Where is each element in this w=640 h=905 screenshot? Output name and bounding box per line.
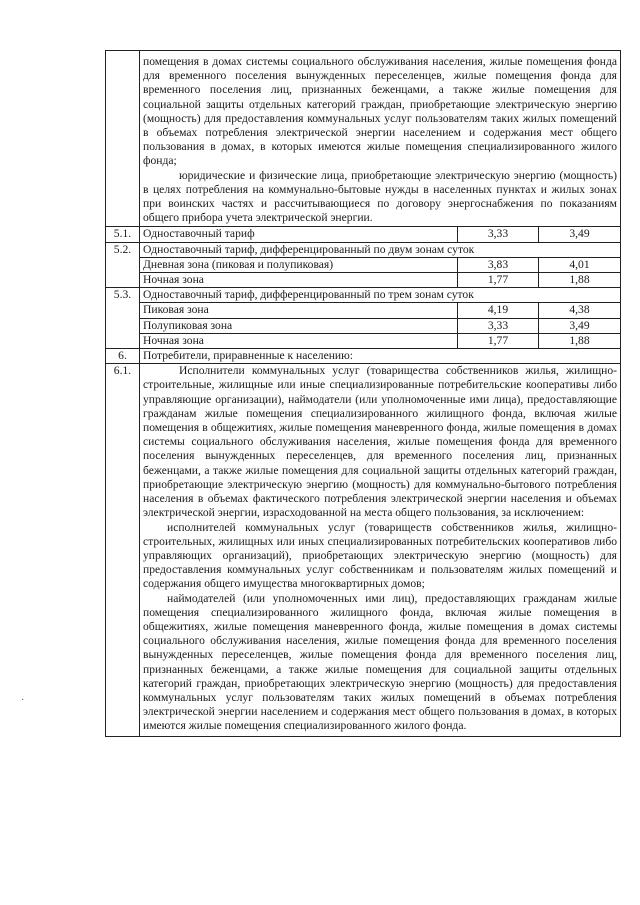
row-number: 6.1. — [106, 364, 140, 736]
table-row-6-1 — [106, 364, 621, 736]
table-row-continuation — [106, 51, 621, 227]
row-label: Одноставочный тариф — [140, 227, 458, 242]
row-label: Потребители, приравненные к населению: — [140, 349, 621, 364]
value-cell: 3,83 — [458, 257, 539, 272]
row-label: Пиковая зона — [140, 303, 458, 318]
row-label: Ночная зона — [140, 333, 458, 348]
row-text-cell — [140, 364, 621, 736]
scan-speck: · — [21, 695, 25, 706]
value-cell: 3,33 — [458, 318, 539, 333]
row-label: Полупиковая зона — [140, 318, 458, 333]
value-cell: 3,49 — [539, 318, 621, 333]
table-row-5-2 — [106, 242, 621, 257]
row-number: 5.2. — [106, 242, 140, 288]
value-cell: 3,49 — [539, 227, 621, 242]
row-label: Одноставочный тариф, дифференцированный по трем зонам суток — [140, 288, 621, 303]
paragraph: наймодателей (или уполномоченных ими лиц), предоставляющих гражданам жилые помещения специализированного жилищного фонда, включая жилые помещения в общежитиях, жилые помещения маневренного фонда, жилые помещения в домах системы социального обслуживания населения, жилые помещения фонда для временного поселения вынужденных переселенцев, жилые помещения фонда для временного поселения лиц, признанных беженцами, а также жилые помещения для социальной защиты отдельных категорий граждан, приобретающих электрическую энергию (мощность) для предоставления коммунальных услуг пользователям таких жилых помещений в объемах потребления электрической энергии населением и содержания мест общего пользования в домах, в которых имеются жилые помещения специализированного жилого фонда. — [143, 591, 618, 733]
continuation-text-cell — [140, 51, 621, 227]
row-number: 6. — [106, 349, 140, 364]
row-number: 5.3. — [106, 288, 140, 349]
value-cell: 1,88 — [539, 273, 621, 288]
paragraph: помещения в домах системы социального обслуживания населения, жилые помещения фонда для временного поселения вынужденных переселенцев, жилые помещения фонда для временного поселения лиц, признанных беженцами, а также жилые помещения для социальной защиты отдельных категорий граждан, приобретающие электрическую энергию (мощность) для предоставления коммунальных услуг пользователям таких жилых помещений в объемах потребления электрической энергии населением и содержания мест общего пользования в домах, в которых имеются жилые помещения специализированного жилого фонда; — [143, 55, 618, 168]
value-cell: 4,01 — [539, 257, 621, 272]
value-cell: 4,38 — [539, 303, 621, 318]
row-label: Дневная зона (пиковая и полупиковая) — [140, 257, 458, 272]
value-cell: 4,19 — [458, 303, 539, 318]
row-number: 5.1. — [106, 227, 140, 242]
table-row-5-2-day — [106, 257, 621, 272]
value-cell: 1,88 — [539, 333, 621, 348]
tariff-table — [105, 50, 621, 737]
paragraph: Исполнители коммунальных услуг (товарищества собственников жилья, жилищно-строительные, жилищные или иные специализированные потребительские кооперативы либо управляющие организации), наймодатели (или уполномоченные ими лица), предоставляющие гражданам жилые помещения специализированного жилищного фонда, включая жилые помещения в общежитиях, жилые помещения маневренного фонда, жилые помещения в домах системы социального обслуживания населения, жилые помещения фонда для временного поселения вынужденных переселенцев, для временного поселения лиц, признанных беженцами, а также жилые помещения для социальной защиты отдельных категорий граждан, приобретающие электрическую энергию (мощность) для коммунально-бытового потребления населения в объемах фактического потребления электрической энергии населения и объемах электрической энергии, израсходованной на места общего пользования, за исключением: — [143, 364, 618, 520]
value-cell: 1,77 — [458, 273, 539, 288]
table-row-5-3-peak — [106, 303, 621, 318]
paragraph: исполнителей коммунальных услуг (товариществ собственников жилья, жилищно-строительных, жилищных или иных специализированных потребительских кооперативов либо управляющих организаций), приобретающих электрическую энергию (мощность) для предоставления коммунальных услуг собственникам и пользователям жилых помещений и содержания общего имущества многоквартирных домов; — [143, 520, 618, 591]
table-row-5-3 — [106, 288, 621, 303]
value-cell: 1,77 — [458, 333, 539, 348]
table-row-5-1 — [106, 227, 621, 242]
row-label: Одноставочный тариф, дифференцированный по двум зонам суток — [140, 242, 621, 257]
table-row-5-2-night — [106, 273, 621, 288]
table-row-5-3-night — [106, 333, 621, 348]
value-cell: 3,33 — [458, 227, 539, 242]
table-row-6 — [106, 349, 621, 364]
paragraph: юридические и физические лица, приобретающие электрическую энергию (мощность) в целях потребления на коммунально-бытовые нужды в населенных пунктах и жилых зонах при воинских частях и рассчитывающиеся по договору энергоснабжения по показаниям общего прибора учета электрической энергии. — [143, 168, 618, 225]
table-row-5-3-semipeak — [106, 318, 621, 333]
row-number-cell — [106, 51, 140, 227]
row-label: Ночная зона — [140, 273, 458, 288]
